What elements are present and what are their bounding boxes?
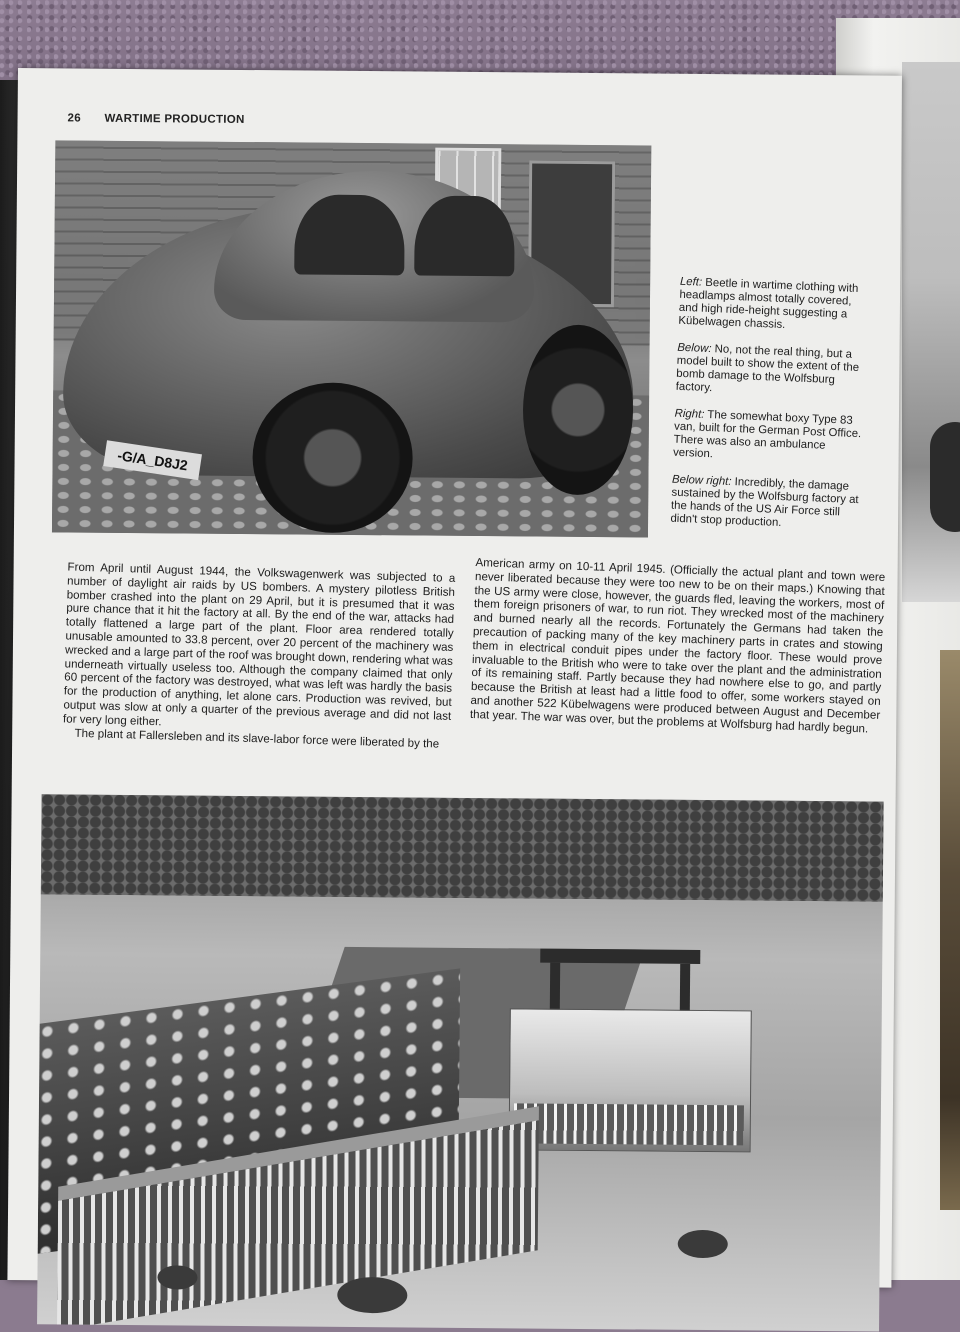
facing-page-photo-van — [902, 62, 960, 602]
building-fins — [514, 1103, 744, 1145]
body-paragraph: The plant at Fallersleben and its slave-labor force were liberated by the — [74, 726, 440, 751]
running-head-title: WARTIME PRODUCTION — [104, 112, 245, 126]
body-column-right — [470, 556, 886, 736]
page-number: 26 — [67, 112, 82, 125]
model-trees — [41, 794, 884, 901]
rubble-patch — [678, 1230, 728, 1258]
caption-right: Right: The somewhat boxy Type 83 van, built for the German Post Office. There was also an ambulance version. — [672, 407, 862, 461]
facing-page-photo-factory — [940, 650, 960, 1210]
beetle-photo — [52, 140, 651, 537]
book-page — [7, 68, 902, 1288]
photo-captions — [670, 276, 874, 548]
caption-below-right: Below right: Incredibly, the damage sustained by the Wolfsburg factory at the hands of the US Air Force still didn't stop production. — [670, 473, 859, 530]
rubble-patch — [337, 1277, 407, 1314]
running-header — [68, 112, 245, 126]
rubble-patch — [157, 1265, 197, 1289]
caption-left: Left: Beetle in wartime clothing with headlamps almost totally covered, and high ride-height suggesting a Kübelwagen chassis. — [678, 275, 859, 332]
factory-model-photo — [37, 794, 884, 1331]
body-paragraph: American army on 10-11 April 1945. (Officially the actual plant and town were never liberated because they were too new to be on their maps.) Knowing that the US army were close, however, the guards fled, leaving the workers, most of them foreign prisoners of war, to run riot. They wrecked most of the machinery and burned nearly all the records. Fortunately the Germans had taken the precaution of packing many of the key machinery parts in crates and stowing them in electrical conduit pipes under the factory floor. These would prove invaluable to the British who were to take over the plant and the administration of its remaining staff. Partly because they had nowhere else to go, and partly because the British at least had a little food to offer, some workers stayed on and another 522 Kübelwagens were produced between August and December that year. The war was over, but the problems at Wolfsburg had hardly begun. — [469, 556, 886, 736]
front-tyre — [252, 382, 413, 533]
power-station-building — [509, 1008, 752, 1152]
body-paragraph: From April until August 1944, the Volkswagenwerk was subjected to a number of daylight air raids by US bombers. A mystery pilotless British bomber crashed into the plant on 29 April, but it is presumed that it was pure chance that it hit the factory at all. By the end of the war, attacks had totally flattened a large part of the plant. Floor area rendered totally unusable amounted to 33.8 percent, over 20 percent of the machinery was wrecked and a large part of the roof was brought down, rendering what was underneath virtually useless too. Although the company claimed that only 60 percent of the factory was destroyed, what was left was hardly the basis for the production of anything, let alone cars. Production was revived, but output was slow at only a quarter of the previous average and did not last for very long either. — [62, 560, 456, 729]
van-wheel — [930, 422, 960, 532]
beetle-rear-window — [294, 194, 405, 275]
license-plate: -G/A_D8J2 — [103, 440, 202, 480]
beetle-side-window — [414, 195, 515, 276]
body-column-left — [62, 560, 455, 751]
caption-below: Below: No, not the real thing, but a model built to show the extent of the bomb damage to the Wolfsburg factory. — [675, 341, 860, 395]
